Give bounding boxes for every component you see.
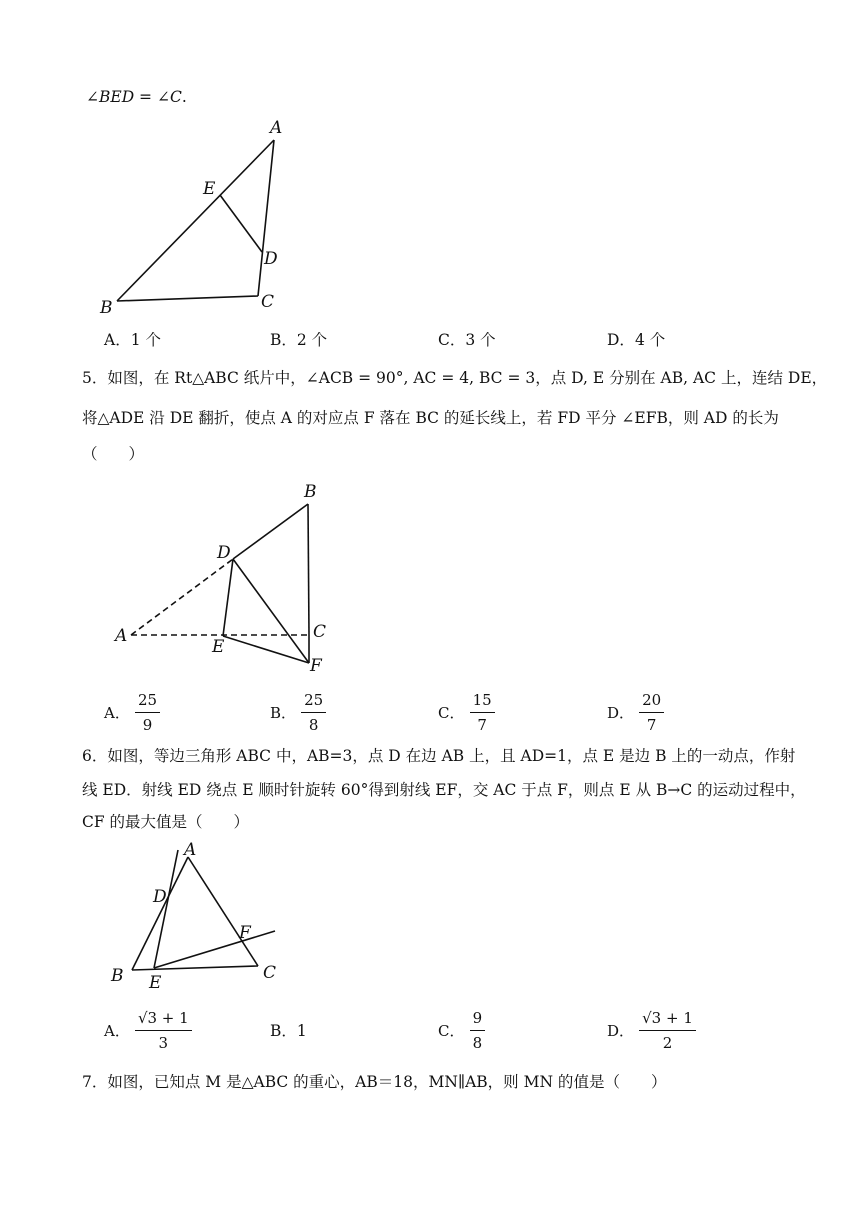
q5-segment-de (223, 559, 233, 636)
angle-c: ∠C (156, 88, 182, 106)
q4-side-ab (117, 140, 274, 301)
top-equation (86, 88, 187, 106)
q5-option-d: D． $\frac{20}{7}$ (607, 690, 664, 735)
equals-sign: = (134, 88, 157, 106)
q6-ray-ef (154, 931, 275, 968)
q4-segment-ed (220, 195, 262, 252)
q6-option-b: B．1 (270, 1022, 307, 1040)
q5-label-b: B (304, 482, 317, 502)
q5-option-c-fraction: $\frac{15}{7}$ (470, 690, 495, 735)
q4-option-d: D．4 个 (607, 331, 666, 349)
q4-label-e: E (203, 179, 216, 199)
q5-segment-ef (223, 636, 309, 663)
q6-side-ac (188, 857, 258, 966)
q6-option-d-fraction: $\frac{√3 + 1}{2}$ (639, 1008, 696, 1053)
q6-option-a: A． $\frac{√3 + 1}{3}$ (104, 1008, 192, 1053)
q5-segment-df (233, 559, 309, 663)
q4-label-b: B (100, 298, 113, 318)
q5-option-b-fraction: $\frac{25}{8}$ (301, 690, 326, 735)
q6-option-c-fraction: $\frac{9}{8}$ (470, 1008, 486, 1053)
q6-side-bc (132, 966, 258, 970)
q5-label-d: D (217, 543, 231, 563)
q4-figure (90, 112, 310, 322)
q6-label-f: F (239, 923, 251, 943)
q6-option-d: D． $\frac{√3 + 1}{2}$ (607, 1008, 696, 1053)
q5-text-line-1: 5．如图，在 Rt△ABC 纸片中，∠ACB = 90°, AC = 4, BC = 3，点 D, E 分别在 AB, AC 上，连结 DE， (82, 369, 828, 387)
q5-label-e: E (212, 637, 225, 657)
q5-dashed-ad (131, 559, 233, 635)
q6-option-a-fraction: $\frac{√3 + 1}{3}$ (135, 1008, 192, 1053)
q6-text-line-1: 6．如图，等边三角形 ABC 中，AB=3，点 D 在边 AB 上，且 AD=1，点 E 是边 B 上的一动点，作射 (82, 747, 796, 765)
q6-label-c: C (263, 963, 277, 983)
q4-side-bc (117, 296, 258, 301)
q6-ray-ed (154, 850, 178, 968)
q6-label-d: D (153, 887, 167, 907)
q6-text-line-2: 线 ED．射线 ED 绕点 E 顺时针旋转 60°得到射线 EF，交 AC 于点 F，则点 E 从 B→C 的运动过程中， (82, 781, 806, 799)
q7-text-line-1: 7．如图，已知点 M 是△ABC 的重心，AB＝18，MN∥AB，则 MN 的值是（ ） (82, 1073, 667, 1091)
q6-label-e: E (149, 973, 162, 993)
angle-bed: ∠BED (86, 88, 135, 106)
q4-label-d: D (264, 249, 278, 269)
q6-text-line-3: CF 的最大值是（ ） (82, 813, 250, 831)
q4-label-c: C (261, 292, 275, 312)
q5-label-f: F (310, 656, 322, 676)
q5-option-c: C． $\frac{15}{7}$ (438, 690, 495, 735)
q5-text-line-3: （ ） (82, 445, 145, 463)
q5-option-a: A． $\frac{25}{9}$ (104, 690, 160, 735)
q4-option-c: C．3 个 (438, 331, 496, 349)
q5-figure (105, 478, 345, 678)
q4-side-ac (258, 140, 274, 296)
period: . (181, 88, 187, 106)
q6-figure (105, 838, 295, 993)
q6-option-c: C． $\frac{9}{8}$ (438, 1008, 485, 1053)
q4-option-b: B．2 个 (270, 331, 328, 349)
q5-side-db (233, 504, 308, 559)
q6-label-a: A (184, 840, 197, 860)
q6-side-ab (132, 857, 188, 970)
q5-text-line-2: 将△ADE 沿 DE 翻折，使点 A 的对应点 F 落在 BC 的延长线上，若 FD 平分 ∠EFB，则 AD 的长为 (82, 409, 779, 427)
q5-label-a: A (115, 626, 128, 646)
q4-label-a: A (270, 118, 283, 138)
q5-option-b: B． $\frac{25}{8}$ (270, 690, 326, 735)
q5-option-a-fraction: $\frac{25}{9}$ (135, 690, 160, 735)
q5-side-bc (308, 504, 309, 635)
q5-option-d-fraction: $\frac{20}{7}$ (639, 690, 664, 735)
q6-label-b: B (111, 966, 124, 986)
q5-label-c: C (313, 622, 327, 642)
q4-option-a: A．1 个 (104, 331, 161, 349)
